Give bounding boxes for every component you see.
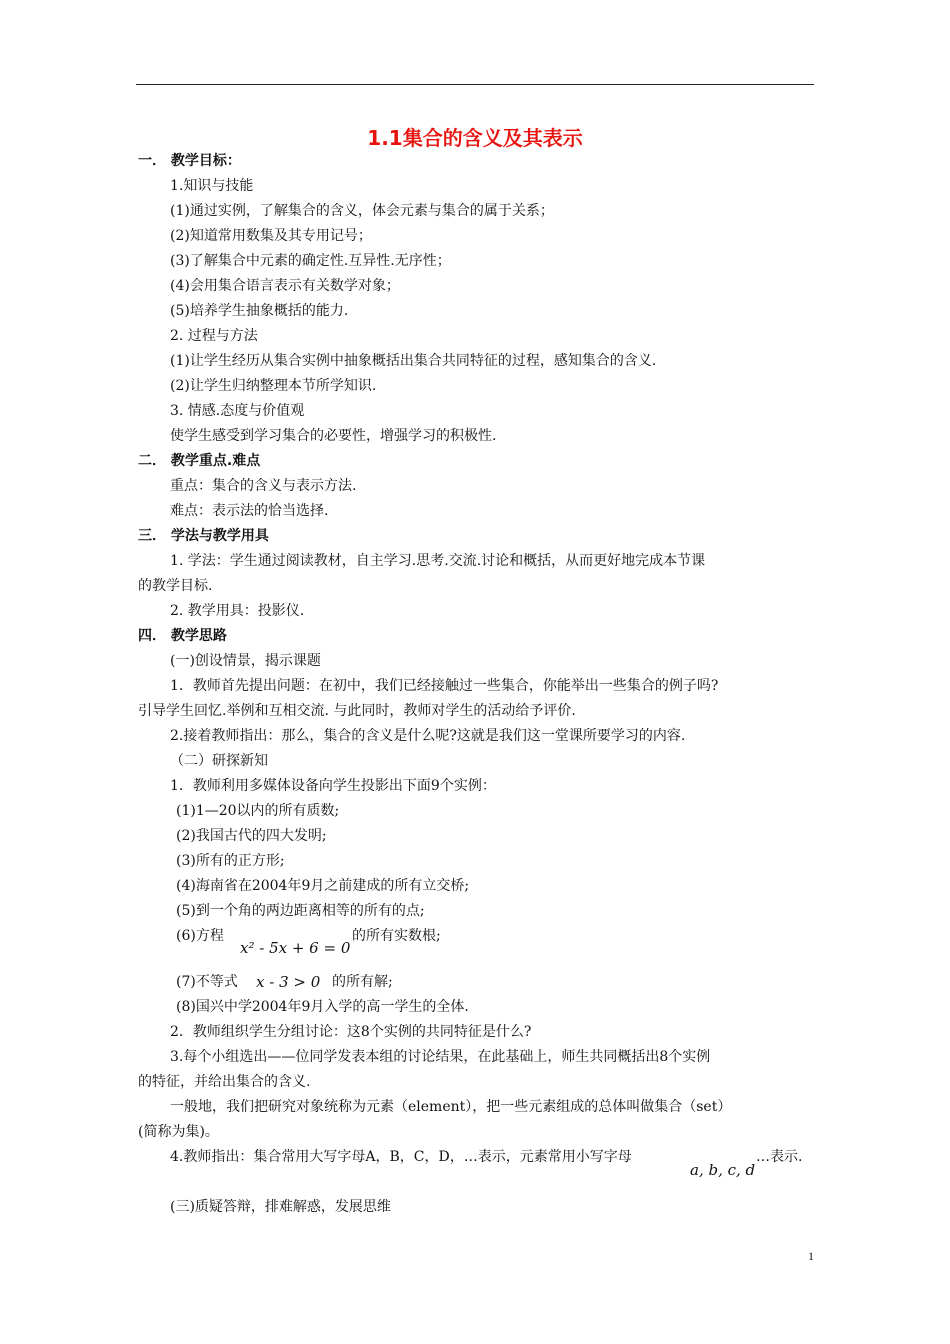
text-line: (2)知道常用数集及其专用记号；	[170, 228, 372, 244]
example-item: (5)到一个角的两边距离相等的所有的点;	[176, 903, 425, 919]
page-number: 1	[808, 1249, 814, 1263]
example-item: (3)所有的正方形;	[176, 853, 285, 869]
text-line: 3.每个小组选出——位同学发表本组的讨论结果，在此基础上，师生共同概括出8个实例	[170, 1049, 711, 1065]
section-heading-3: 三． 学法与教学用具	[138, 528, 269, 544]
section-heading-1: 一． 教学目标：	[138, 153, 241, 169]
text-line: 4.教师指出：集合常用大写字母A，B，C，D，…表示，元素常用小写字母	[170, 1149, 632, 1165]
text-line: (4)会用集合语言表示有关数学对象；	[170, 278, 400, 294]
text-line: 1. 学法：学生通过阅读教材，自主学习.思考.交流.讨论和概括，从而更好地完成本节课	[170, 553, 706, 569]
document-title: 1.1集合的含义及其表示	[367, 126, 583, 150]
text-line: (1)让学生经历从集合实例中抽象概括出集合共同特征的过程，感知集合的含义.	[170, 353, 657, 369]
text-line: (简称为集)。	[138, 1124, 219, 1140]
text-line: 1．教师首先提出问题：在初中，我们已经接触过一些集合，你能举出一些集合的例子吗?	[170, 678, 719, 694]
example-item: (1)1—20以内的所有质数;	[176, 803, 340, 819]
equation: x² - 5x + 6 = 0	[240, 939, 351, 957]
example-item: (7)不等式	[176, 974, 238, 990]
text-line: …表示.	[756, 1149, 803, 1165]
text-line: 2．教师组织学生分组讨论：这8个实例的共同特征是什么?	[170, 1024, 532, 1040]
text-line: 的教学目标.	[138, 578, 213, 594]
example-item: (2)我国古代的四大发明;	[176, 828, 327, 844]
text-line: 2.接着教师指出：那么，集合的含义是什么呢?这就是我们这一堂课所要学习的内容.	[170, 728, 686, 744]
text-line: 2. 过程与方法	[170, 328, 258, 344]
text-line: 2. 教学用具：投影仪.	[170, 603, 305, 619]
header-rule	[136, 84, 814, 85]
inequality: x - 3 > 0	[256, 973, 321, 991]
example-label: (6)方程	[176, 928, 224, 944]
text-line: 1．教师利用多媒体设备向学生投影出下面9个实例：	[170, 778, 496, 794]
example-item: (8)国兴中学2004年9月入学的高一学生的全体.	[176, 999, 469, 1015]
text-line: (3)了解集合中元素的确定性.互异性.无序性；	[170, 253, 451, 269]
example-item	[176, 926, 224, 946]
example-text: 的所有解;	[332, 974, 393, 990]
text-line: 一般地，我们把研究对象统称为元素（element），把一些元素组成的总体叫做集合（set）	[170, 1099, 732, 1115]
section-heading-4: 四． 教学思路	[138, 628, 227, 644]
text-line: (5)培养学生抽象概括的能力.	[170, 303, 349, 319]
text-line: 引导学生回忆.举例和互相交流. 与此同时，教师对学生的活动给予评价.	[138, 703, 576, 719]
variables: a, b, c, d	[690, 1161, 756, 1179]
example-text: 的所有实数根;	[352, 928, 441, 944]
text-line: (一)创设情景，揭示课题	[170, 653, 321, 669]
text-line: 3. 情感.态度与价值观	[170, 403, 305, 419]
text-line: 重点：集合的含义与表示方法.	[170, 478, 357, 494]
text-line: 的特征，并给出集合的含义.	[138, 1074, 311, 1090]
text-line: （二）研探新知	[170, 753, 268, 769]
section-heading-2: 二． 教学重点.难点	[138, 453, 261, 469]
text-line: 使学生感受到学习集合的必要性，增强学习的积极性.	[170, 428, 497, 444]
text-line: (2)让学生归纳整理本节所学知识.	[170, 378, 377, 394]
text-line: (三)质疑答辩，排难解惑，发展思维	[170, 1199, 391, 1215]
text-line: 1.知识与技能	[170, 178, 254, 194]
text-line: 难点：表示法的恰当选择.	[170, 503, 329, 519]
example-item: (4)海南省在2004年9月之前建成的所有立交桥;	[176, 878, 470, 894]
text-line: (1)通过实例，了解集合的含义，体会元素与集合的属于关系；	[170, 203, 554, 219]
